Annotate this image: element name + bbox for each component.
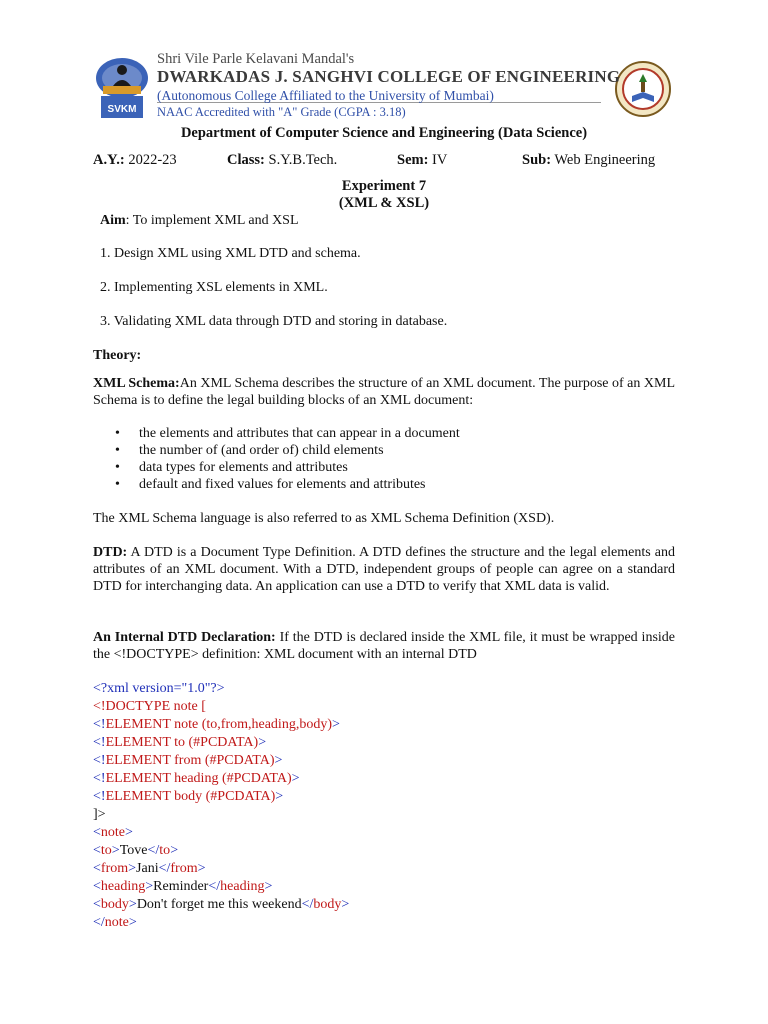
code-line: <body>Don't forget me this weekend</body> — [93, 897, 350, 912]
code-line: <heading>Reminder</heading> — [93, 879, 273, 894]
code-line: <!ELEMENT body (#PCDATA)> — [93, 789, 284, 804]
code-line: <!ELEMENT to (#PCDATA)> — [93, 735, 267, 750]
xml-schema-paragraph: XML Schema:An XML Schema describes the structure of an XML document. The purpose of an XML Schema is to define the legal building blocks of an XML document: — [93, 376, 675, 408]
department-title: Department of Computer Science and Engineering (Data Science) — [180, 125, 588, 141]
list-item: • default and fixed values for elements and attributes — [115, 477, 426, 492]
subject-info: Sub: Web Engineering — [522, 152, 656, 168]
internal-dtd-paragraph: An Internal DTD Declaration: If the DTD is declared inside the XML file, it must be wrapped inside the <!DOCTYPE> definition: XML document with an internal DTD — [93, 630, 675, 662]
academic-year: A.Y.: 2022-23 — [93, 152, 177, 168]
step-3: 3. Validating XML data through DTD and storing in database. — [100, 314, 448, 329]
svkm-logo-text: SVKM — [107, 104, 137, 115]
code-line: </note> — [93, 915, 137, 930]
class-info: Class: S.Y.B.Tech. — [227, 152, 338, 168]
code-line: <!ELEMENT from (#PCDATA)> — [93, 753, 283, 768]
xml-code-block — [93, 680, 349, 932]
semester-info: Sem: IV — [397, 152, 448, 168]
experiment-title: Experiment 7 — [341, 178, 427, 194]
header-trust-name: Shri Vile Parle Kelavani Mandal's — [157, 51, 355, 67]
college-seal-logo — [614, 60, 672, 118]
code-line: <!ELEMENT note (to,from,heading,body)> — [93, 717, 340, 732]
step-2: 2. Implementing XSL elements in XML. — [100, 280, 328, 295]
code-line: <?xml version="1.0"?> — [93, 681, 225, 696]
code-line: <note> — [93, 825, 133, 840]
code-line: ]> — [93, 807, 106, 822]
theory-heading: Theory: — [93, 348, 142, 363]
experiment-subtitle: (XML & XSL) — [338, 195, 430, 211]
dtd-paragraph: DTD: A DTD is a Document Type Definition. A DTD defines the structure and the legal elements and attributes of an XML document. With a DTD, independent groups of people can agree on a standard DTD for interchanging data. An application can use a DTD to verify that XML data is valid. — [93, 545, 675, 594]
aim: Aim: To implement XML and XSL — [100, 213, 299, 228]
code-line: <to>Tove</to> — [93, 843, 179, 858]
xsd-note: The XML Schema language is also referred to as XML Schema Definition (XSD). — [93, 511, 555, 526]
header-college-name: DWARKADAS J. SANGHVI COLLEGE OF ENGINEERING — [157, 67, 621, 86]
code-line: <!DOCTYPE note [ — [93, 699, 206, 714]
step-1: 1. Design XML using XML DTD and schema. — [100, 246, 361, 261]
schema-bullet-list — [93, 425, 675, 493]
list-item: • the number of (and order of) child elements — [115, 443, 384, 458]
list-item: • the elements and attributes that can appear in a document — [115, 426, 460, 441]
header-accreditation: NAAC Accredited with "A" Grade (CGPA : 3.18) — [157, 105, 406, 119]
code-line: <from>Jani</from> — [93, 861, 206, 876]
list-item: • data types for elements and attributes — [115, 460, 348, 475]
code-line: <!ELEMENT heading (#PCDATA)> — [93, 771, 300, 786]
svkm-logo — [95, 56, 149, 120]
header-affiliation: (Autonomous College Affiliated to the University of Mumbai) — [157, 88, 494, 103]
